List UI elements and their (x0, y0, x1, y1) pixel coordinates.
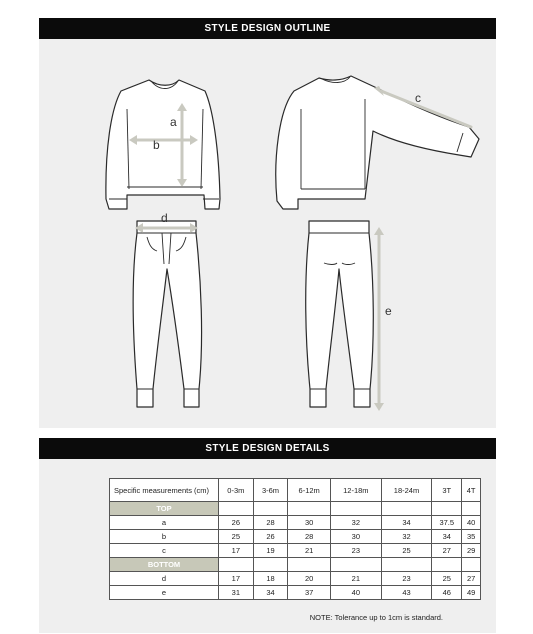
table-cell: 34 (432, 530, 462, 544)
table-row (110, 586, 481, 600)
table-cell: 37.5 (432, 516, 462, 530)
table-cell: 29 (462, 544, 481, 558)
table-cell: 20 (288, 572, 331, 586)
table-cell: 43 (381, 586, 432, 600)
table-cell: 40 (462, 516, 481, 530)
section-label-top: TOP (110, 502, 219, 516)
header-cell: 0-3m (219, 479, 254, 502)
header-cell: 4T (462, 479, 481, 502)
measure-label-c: c (415, 91, 421, 105)
table-cell: 28 (253, 516, 288, 530)
measure-label-e: e (385, 304, 392, 318)
pants-front-sketch (133, 221, 201, 407)
header-cell: 3-6m (253, 479, 288, 502)
row-label: a (110, 516, 219, 530)
measure-label-d: d (161, 211, 168, 225)
table-cell: 21 (331, 572, 382, 586)
table-cell: 37 (288, 586, 331, 600)
row-label: b (110, 530, 219, 544)
table-cell: 18 (253, 572, 288, 586)
table-cell: 49 (462, 586, 481, 600)
table-cell: 26 (253, 530, 288, 544)
table-cell: 28 (288, 530, 331, 544)
table-cell: 25 (432, 572, 462, 586)
details-title: STYLE DESIGN DETAILS (39, 438, 496, 459)
table-cell: 40 (331, 586, 382, 600)
tolerance-note: NOTE: Tolerance up to 1cm is standard. (309, 613, 443, 622)
table-cell: 17 (219, 572, 254, 586)
table-cell: 34 (253, 586, 288, 600)
measurement-e (374, 227, 392, 411)
measure-label-b: b (153, 138, 160, 152)
style-design-details-panel (39, 438, 496, 633)
table-cell: 27 (462, 572, 481, 586)
table-cell: 32 (331, 516, 382, 530)
table-cell: 21 (288, 544, 331, 558)
pants-back-sketch (306, 221, 374, 407)
table-cell: 23 (331, 544, 382, 558)
table-row (110, 572, 481, 586)
section-row-top (110, 502, 481, 516)
sweatshirt-front-sketch (106, 80, 220, 209)
table-cell: 46 (432, 586, 462, 600)
table-cell: 23 (381, 572, 432, 586)
table-row (110, 516, 481, 530)
table-cell: 17 (219, 544, 254, 558)
measure-label-a: a (170, 115, 177, 129)
garment-drawings (39, 39, 496, 428)
section-row-bottom (110, 558, 481, 572)
table-cell: 32 (381, 530, 432, 544)
row-label: e (110, 586, 219, 600)
style-design-outline-panel (39, 18, 496, 428)
row-label: d (110, 572, 219, 586)
section-label-bottom: BOTTOM (110, 558, 219, 572)
header-cell: 18-24m (381, 479, 432, 502)
table-cell: 30 (288, 516, 331, 530)
table-cell: 25 (381, 544, 432, 558)
size-chart-table (109, 478, 481, 600)
table-header-row (110, 479, 481, 502)
table-cell: 27 (432, 544, 462, 558)
header-cell: 12-18m (331, 479, 382, 502)
table-row (110, 530, 481, 544)
table-cell: 31 (219, 586, 254, 600)
table-cell: 26 (219, 516, 254, 530)
table-cell: 25 (219, 530, 254, 544)
outline-title: STYLE DESIGN OUTLINE (39, 18, 496, 39)
technical-sketch (39, 39, 496, 428)
table-cell: 30 (331, 530, 382, 544)
header-cell: 3T (432, 479, 462, 502)
header-cell: Specific measurements (cm) (110, 479, 219, 502)
table-cell: 35 (462, 530, 481, 544)
table-cell: 19 (253, 544, 288, 558)
header-cell: 6-12m (288, 479, 331, 502)
sweatshirt-back-sketch (276, 76, 479, 209)
table-cell: 34 (381, 516, 432, 530)
table-row (110, 544, 481, 558)
row-label: c (110, 544, 219, 558)
